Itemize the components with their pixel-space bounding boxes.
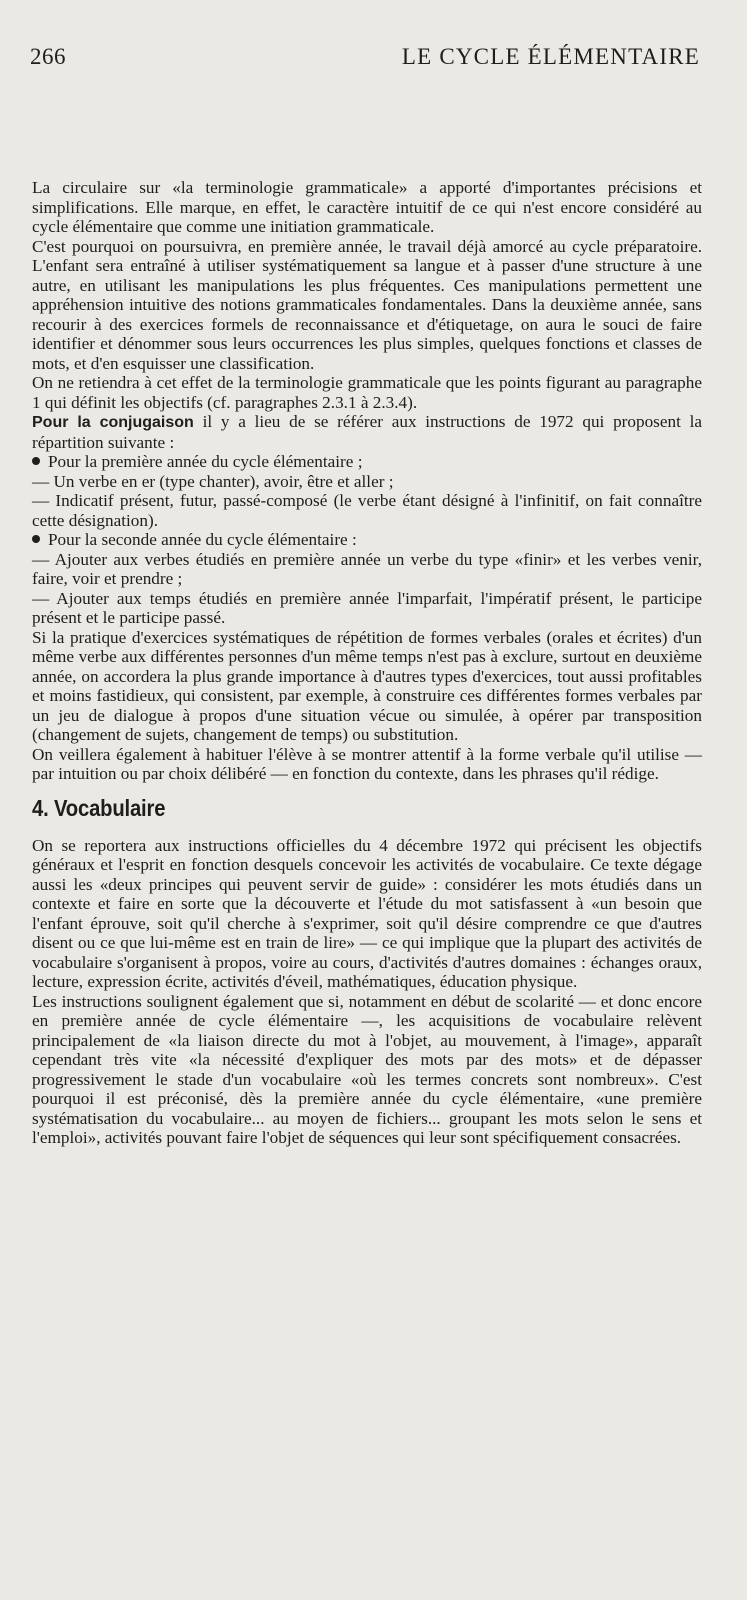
paragraph-vocabulary-acquisition: Les instructions soulignent également que si, notamment en début de scolarité — et donc encore en première année de cycle élémentaire —, les acquisitions de vocabulaire relèvent principalement de «la liaison directe du mot à l'objet, au mouvement, à l'image», apparaît cependant très vite «la nécessité d'expliquer des mots par des mots» et de dépasser progressivement le stade d'un vocabulaire «où les termes concrets sont nombreux». C'est pourquoi il est préconisé, dès la première année du cycle élémentaire, «une première systématisation du vocabulaire... au moyen de fichiers... groupant les mots selon le sens et l'emploi», activités pouvant faire l'objet de séquences qui leur sont spécifiquement consacrées.: [32, 991, 702, 1147]
list-item-dash: — Ajouter aux verbes étudiés en première année un verbe du type «finir» et les verbes venir, faire, voir et prendre ;: [32, 549, 702, 588]
paragraph-terminology: La circulaire sur «la terminologie grammaticale» a apporté d'importantes précisions et simplifications. Elle marque, en effet, le caractère intuitif de ce qui n'est encore considéré au cycle élémentaire que comme une initiation grammaticale.: [32, 178, 702, 236]
bullet-icon: [32, 457, 40, 465]
list-item-bullet-second-year: [32, 530, 702, 550]
page-body: [32, 178, 702, 1148]
paragraph-verbal-form: On veillera également à habituer l'élève à se montrer attentif à la forme verbale qu'il utilise — par intuition ou par choix délibéré — en fonction du contexte, dans les phrases qu'il rédige.: [32, 744, 702, 783]
list-item-text: Pour la seconde année du cycle élémentaire :: [48, 530, 357, 549]
page-header: [30, 44, 700, 74]
paragraph-terminology-points: On ne retiendra à cet effet de la terminologie grammaticale que les points figurant au paragraphe 1 qui définit les objectifs (cf. paragraphes 2.3.1 à 2.3.4).: [32, 373, 702, 412]
bullet-icon: [32, 535, 40, 543]
paragraph-vocabulary-instructions: On se reportera aux instructions officielles du 4 décembre 1972 qui précisent les objectifs généraux et l'esprit en fonction desquels concevoir les activités de vocabulaire. Ce texte dégage aussi les «deux principes qui peuvent servir de guide» : considérer les mots étudiés dans un contexte et faire en sorte que la découverte et l'étude du mot satisfassent à «un besoin que l'enfant éprouve, soit qu'il cherche à s'exprimer, soit qu'il désire comprendre ce que d'autres disent ou ce que lui-même est en train de lire» — ce qui implique que la plupart des activités de vocabulaire s'organisent à propos, voire au cours, d'activités d'autres domaines : échanges oraux, lecture, expression écrite, activités d'éveil, mathématiques, éducation physique.: [32, 835, 702, 991]
list-item-dash: — Indicatif présent, futur, passé-composé (le verbe étant désigné à l'infinitif, on fait connaître cette désignation).: [32, 491, 702, 530]
paragraph-first-year: C'est pourquoi on poursuivra, en première année, le travail déjà amorcé au cycle préparatoire. L'enfant sera entraîné à utiliser systématiquement sa langue et à passer d'une structure à une autre, en utilisant les manipulations les plus fréquentes. Ces manipulations permettent une appréhension intuitive des notions grammaticales fondamentales. Dans la deuxième année, sans recourir à des exercices formels de reconnaissance et d'étiquetage, on aura le souci de faire identifier et dénommer sous leurs occurrences les plus simples, quelques fonctions et classes de mots, et d'en esquisser une classification.: [32, 236, 702, 373]
section-heading-vocabulaire: 4. Vocabulaire: [32, 794, 166, 821]
paragraph-exercises: Si la pratique d'exercices systématiques de répétition de formes verbales (orales et écrites) d'un même verbe aux différentes personnes d'un même temps n'est pas à exclure, surtout en deuxième année, on accordera la plus grande importance à d'autres types d'exercices, tout aussi profitables et moins fastidieux, qui consistent, par exemple, à construire ces différentes formes verbales par un jeu de dialogue à propos d'une situation vécue ou simulée, à opérer par transposition (changement de sujets, changement de temps) ou substitution.: [32, 627, 702, 744]
conjugaison-text: il y a lieu de se référer aux instructions de 1972 qui proposent la répartition suivante :: [32, 412, 703, 452]
list-item-dash: — Un verbe en er (type chanter), avoir, être et aller ;: [32, 471, 394, 491]
paragraph-conjugaison: [32, 412, 702, 452]
list-item-text: Pour la première année du cycle élémentaire ;: [48, 452, 363, 471]
page-number: 266: [30, 44, 66, 69]
running-title: LE CYCLE ÉLÉMENTAIRE: [401, 44, 700, 69]
list-item-bullet-first-year: [32, 452, 702, 472]
list-item-dash: — Ajouter aux temps étudiés en première année l'imparfait, l'impératif présent, le participe présent et le participe passé.: [32, 588, 702, 627]
conjugaison-bold-lead: Pour la conjugaison: [32, 414, 194, 431]
